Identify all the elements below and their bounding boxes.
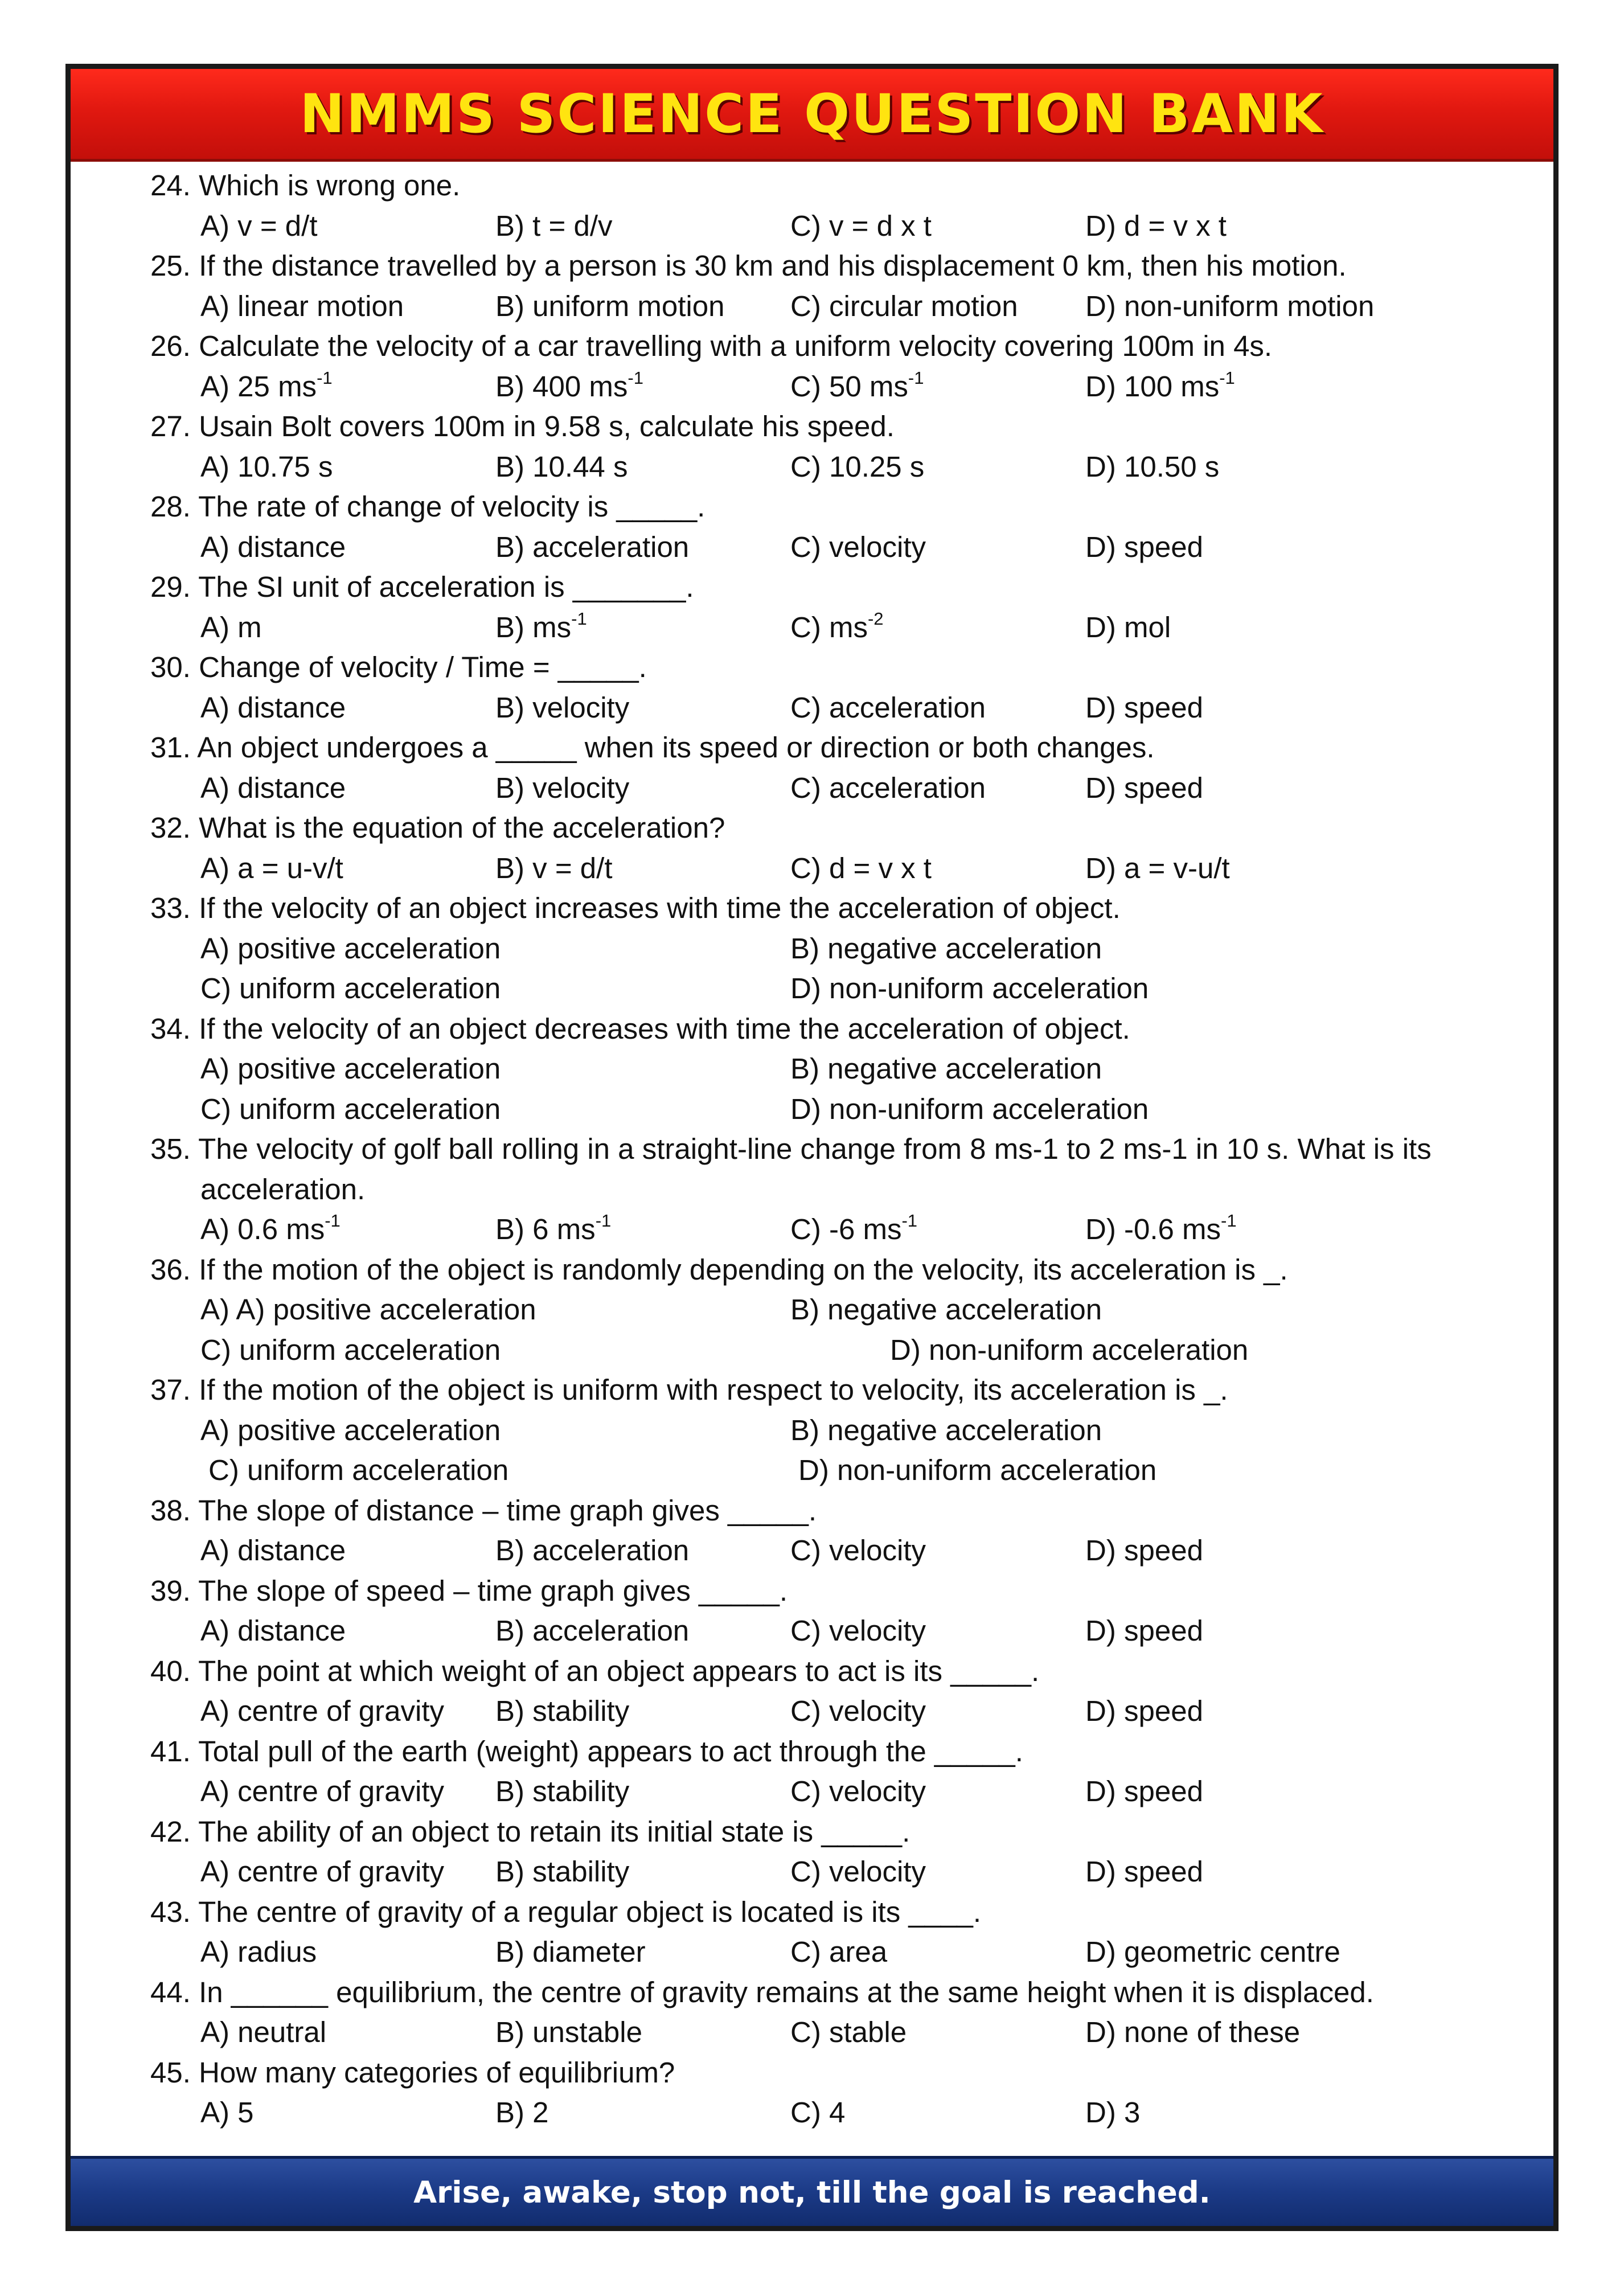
- option-b: B) uniform motion: [495, 289, 725, 322]
- option-d: D) non-uniform motion: [1085, 289, 1375, 322]
- question-38: [150, 1491, 1502, 1571]
- option-a: A) centre of gravity: [200, 1775, 444, 1807]
- option-a: A) distance: [200, 691, 346, 724]
- option-a: A) neutral: [200, 2016, 327, 2048]
- question-27: [150, 407, 1502, 487]
- question-35: [150, 1129, 1502, 1250]
- question-text: 33. If the velocity of an object increases with time the acceleration of object.: [150, 892, 1121, 924]
- option-a: A) 0.6 $ms^{-1}$: [200, 1211, 341, 1245]
- option-b: B) 6 $ms^{-1}$: [495, 1211, 612, 1245]
- question-25: [150, 246, 1502, 326]
- option-c: C) acceleration: [790, 691, 986, 724]
- option-b: B) stability: [495, 1775, 630, 1807]
- option-c: C) uniform acceleration: [200, 1333, 501, 1366]
- option-d: D) non-uniform acceleration: [790, 1092, 1149, 1125]
- option-c: C) uniform acceleration: [200, 972, 501, 1004]
- option-d: D) speed: [1085, 691, 1203, 724]
- option-a: A) 10.75 s: [200, 450, 333, 483]
- option-c: C) velocity: [790, 1534, 926, 1567]
- option-d: D) non-uniform acceleration: [790, 972, 1149, 1004]
- option-d: D) geometric centre: [1085, 1936, 1340, 1968]
- question-32: [150, 808, 1502, 888]
- page-title: NMMS SCIENCE QUESTION BANK: [300, 83, 1324, 145]
- option-c: C) uniform acceleration: [208, 1454, 509, 1486]
- option-b: B) velocity: [495, 771, 630, 804]
- header-banner: [71, 69, 1553, 162]
- option-d: D) speed: [1085, 530, 1203, 563]
- option-b: B) velocity: [495, 691, 630, 724]
- option-a: A) A) positive acceleration: [200, 1293, 536, 1326]
- question-text: 44. In ______ equilibrium, the centre of gravity remains at the same height when it is displaced.: [150, 1975, 1374, 2008]
- question-text: 43. The centre of gravity of a regular object is located is its ____.: [150, 1895, 982, 1928]
- question-45: [150, 2053, 1502, 2133]
- option-d: D) non-uniform acceleration: [798, 1454, 1157, 1486]
- option-d: D) -0.6 $ms^{-1}$: [1085, 1211, 1237, 1245]
- option-a: A) linear motion: [200, 289, 404, 322]
- question-39: [150, 1571, 1502, 1651]
- option-b: B) 2: [495, 2096, 549, 2129]
- question-text: 32. What is the equation of the acceleration?: [150, 811, 725, 844]
- question-33: [150, 888, 1502, 1009]
- question-30: [150, 647, 1502, 728]
- question-text: 25. If the distance travelled by a person is 30 km and his displacement 0 km, then his motion.: [150, 249, 1347, 282]
- option-a: A) m: [200, 610, 262, 643]
- footer-motto: Arise, awake, stop not, till the goal is reached.: [413, 2175, 1211, 2210]
- option-a: A) positive acceleration: [200, 1052, 501, 1085]
- question-text: 29. The SI unit of acceleration is _______.: [150, 571, 694, 603]
- question-text: 26. Calculate the velocity of a car travelling with a uniform velocity covering 100m in 4s.: [150, 330, 1273, 362]
- option-b: B) unstable: [495, 2016, 642, 2048]
- option-c: C) acceleration: [790, 771, 986, 804]
- question-text: 24. Which is wrong one.: [150, 169, 461, 202]
- question-text: 42. The ability of an object to retain its initial state is _____.: [150, 1815, 911, 1848]
- option-a: A) radius: [200, 1936, 317, 1968]
- option-d: D) d = v x t: [1085, 209, 1227, 242]
- option-d: D) 100 $ms^{-1}$: [1085, 367, 1235, 403]
- question-text: 31. An object undergoes a _____ when its speed or direction or both changes.: [150, 731, 1155, 764]
- option-b: B) acceleration: [495, 1614, 690, 1647]
- question-26: [150, 326, 1502, 407]
- option-a: A) distance: [200, 530, 346, 563]
- option-d: D) speed: [1085, 1695, 1203, 1727]
- option-c: C) velocity: [790, 1855, 926, 1888]
- question-text: 41. Total pull of the earth (weight) appears to act through the _____.: [150, 1735, 1023, 1768]
- option-c: C) -6 $ms^{-1}$: [790, 1211, 918, 1245]
- option-d: D) none of these: [1085, 2016, 1301, 2048]
- option-a: A) positive acceleration: [200, 932, 501, 965]
- option-b: B) 10.44 s: [495, 450, 628, 483]
- option-b: B) stability: [495, 1855, 630, 1888]
- question-text: 38. The slope of distance – time graph gives _____.: [150, 1494, 817, 1527]
- option-a: A) a = u-v/t: [200, 851, 343, 884]
- question-list: [150, 166, 1502, 2133]
- question-36: [150, 1250, 1502, 1371]
- option-b: B) $ms^{-1}$: [495, 608, 587, 643]
- option-d: D) 10.50 s: [1085, 450, 1220, 483]
- option-c: C) velocity: [790, 1695, 926, 1727]
- question-text: 37. If the motion of the object is uniform with respect to velocity, its acceleration is _.: [150, 1374, 1228, 1406]
- option-d: D) non-uniform acceleration: [890, 1333, 1249, 1366]
- option-d: D) speed: [1085, 1614, 1203, 1647]
- option-b: B) t = d/v: [495, 209, 613, 242]
- option-a: A) 5: [200, 2096, 254, 2129]
- question-29: [150, 567, 1502, 647]
- option-c: C) stable: [790, 2016, 907, 2048]
- question-40: [150, 1651, 1502, 1732]
- option-a: A) v = d/t: [200, 209, 318, 242]
- option-b: B) acceleration: [495, 1534, 690, 1567]
- option-c: C) v = d x t: [790, 209, 932, 242]
- option-b: B) negative acceleration: [790, 932, 1102, 965]
- option-c: C) d = v x t: [790, 851, 932, 884]
- option-c: C) 50 $ms^{-1}$: [790, 367, 924, 403]
- question-28: [150, 487, 1502, 567]
- question-text: 28. The rate of change of velocity is _____.: [150, 490, 706, 523]
- option-c: C) velocity: [790, 530, 926, 563]
- option-a: A) distance: [200, 771, 346, 804]
- option-c: C) velocity: [790, 1614, 926, 1647]
- question-42: [150, 1812, 1502, 1892]
- option-a: A) 25 $ms^{-1}$: [200, 367, 333, 403]
- question-34: [150, 1009, 1502, 1130]
- option-c: C) area: [790, 1936, 888, 1968]
- question-37: [150, 1370, 1502, 1491]
- question-24: [150, 166, 1502, 246]
- option-d: D) mol: [1085, 610, 1171, 643]
- question-text: 30. Change of velocity / Time = _____.: [150, 651, 647, 683]
- option-b: B) negative acceleration: [790, 1052, 1102, 1085]
- option-d: D) speed: [1085, 771, 1203, 804]
- footer-banner: [71, 2156, 1553, 2226]
- option-a: A) centre of gravity: [200, 1855, 444, 1888]
- option-d: D) speed: [1085, 1775, 1203, 1807]
- question-text: 35. The velocity of golf ball rolling in a straight-line change from 8 ms-1 to 2 ms-1 in 10 s. What is its: [150, 1133, 1432, 1165]
- option-b: B) negative acceleration: [790, 1293, 1102, 1326]
- option-d: D) speed: [1085, 1855, 1203, 1888]
- option-a: A) centre of gravity: [200, 1695, 444, 1727]
- option-d: D) a = v-u/t: [1085, 851, 1230, 884]
- question-text-continued: acceleration.: [200, 1172, 366, 1206]
- question-text: 36. If the motion of the object is randomly depending on the velocity, its acceleration is _.: [150, 1253, 1288, 1286]
- option-a: A) distance: [200, 1614, 346, 1647]
- option-d: D) 3: [1085, 2096, 1141, 2129]
- question-41: [150, 1732, 1502, 1812]
- question-31: [150, 728, 1502, 808]
- question-43: [150, 1892, 1502, 1973]
- option-b: B) v = d/t: [495, 851, 613, 884]
- question-text: 27. Usain Bolt covers 100m in 9.58 s, calculate his speed.: [150, 410, 895, 442]
- option-a: A) positive acceleration: [200, 1413, 501, 1446]
- question-44: [150, 1973, 1502, 2053]
- option-b: B) 400 $ms^{-1}$: [495, 367, 643, 403]
- option-c: C) circular motion: [790, 289, 1018, 322]
- question-text: 34. If the velocity of an object decreases with time the acceleration of object.: [150, 1012, 1130, 1045]
- option-c: C) 4: [790, 2096, 846, 2129]
- option-a: A) distance: [200, 1534, 346, 1567]
- option-d: D) speed: [1085, 1534, 1203, 1567]
- option-b: B) negative acceleration: [790, 1413, 1102, 1446]
- option-b: B) acceleration: [495, 530, 690, 563]
- question-text: 39. The slope of speed – time graph gives _____.: [150, 1574, 788, 1607]
- option-c: C) 10.25 s: [790, 450, 925, 483]
- option-c: C) uniform acceleration: [200, 1092, 501, 1125]
- question-text: 40. The point at which weight of an object appears to act is its _____.: [150, 1654, 1040, 1687]
- option-b: B) stability: [495, 1695, 630, 1727]
- question-text: 45. How many categories of equilibrium?: [150, 2056, 675, 2089]
- option-c: C) velocity: [790, 1775, 926, 1807]
- option-c: C) $ms^{-2}$: [790, 608, 884, 643]
- page-frame: [65, 64, 1559, 2231]
- option-b: B) diameter: [495, 1936, 646, 1968]
